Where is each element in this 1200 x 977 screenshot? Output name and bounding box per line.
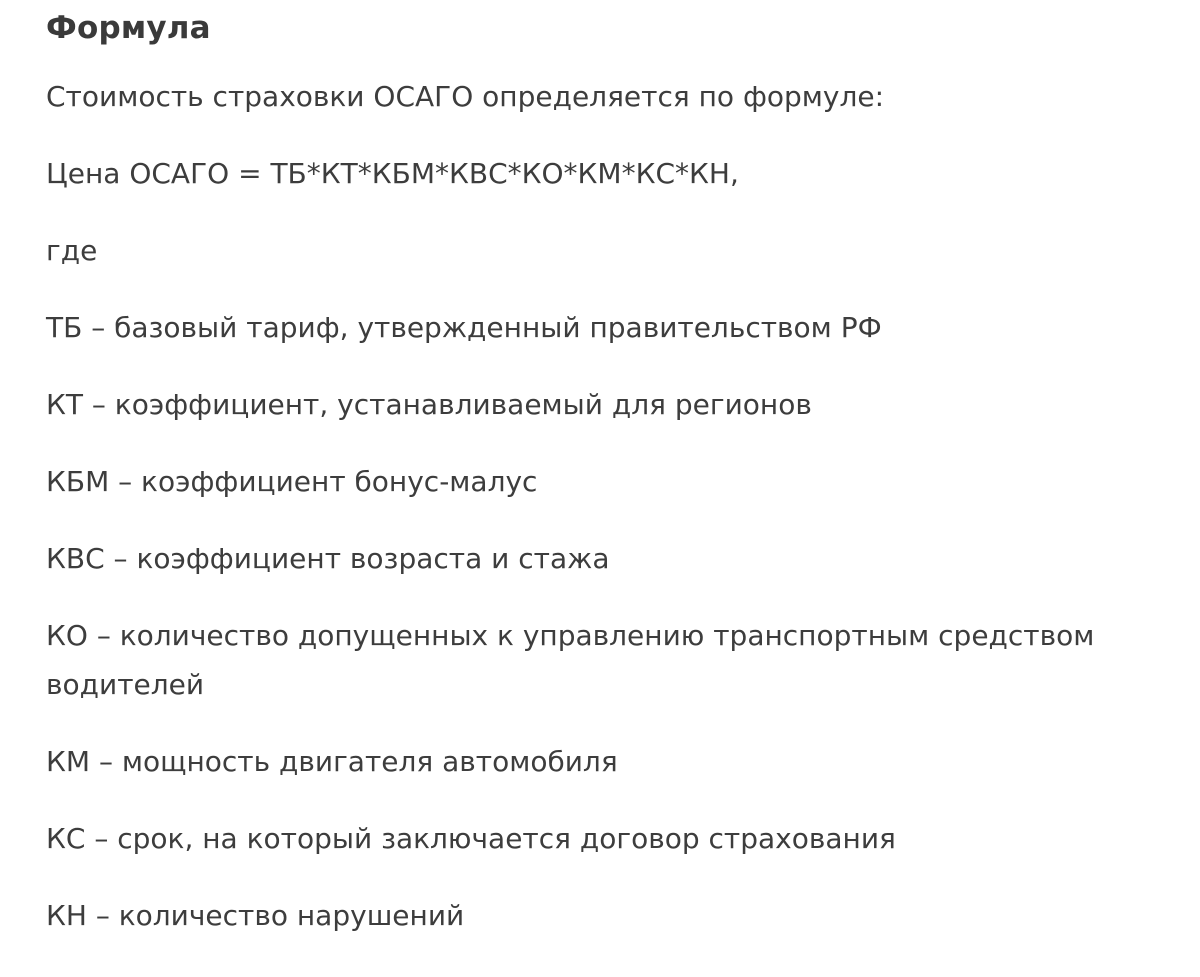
definition-kvs: КВС – коэффициент возраста и стажа: [46, 542, 610, 575]
section-heading: Формула: [46, 10, 211, 46]
definition-ko: КО – количество допущенных к управлению транспортным средством водителей: [46, 619, 1095, 701]
definition-ks: КС – срок, на который заключается договор страхования: [46, 822, 896, 855]
definition-kt: КТ – коэффициент, устанавливаемый для регионов: [46, 388, 812, 421]
formula-line: Цена ОСАГО = ТБ*КТ*КБМ*КВС*КО*КМ*КС*КН,: [46, 157, 739, 190]
intro-paragraph: Стоимость страховки ОСАГО определяется по формуле:: [46, 80, 885, 113]
where-label: где: [46, 234, 98, 267]
definition-kn: КН – количество нарушений: [46, 899, 465, 932]
definition-km: КМ – мощность двигателя автомобиля: [46, 745, 618, 778]
definition-tb: ТБ – базовый тариф, утвержденный правительством РФ: [46, 311, 882, 344]
definition-kbm: КБМ – коэффициент бонус-малус: [46, 465, 538, 498]
